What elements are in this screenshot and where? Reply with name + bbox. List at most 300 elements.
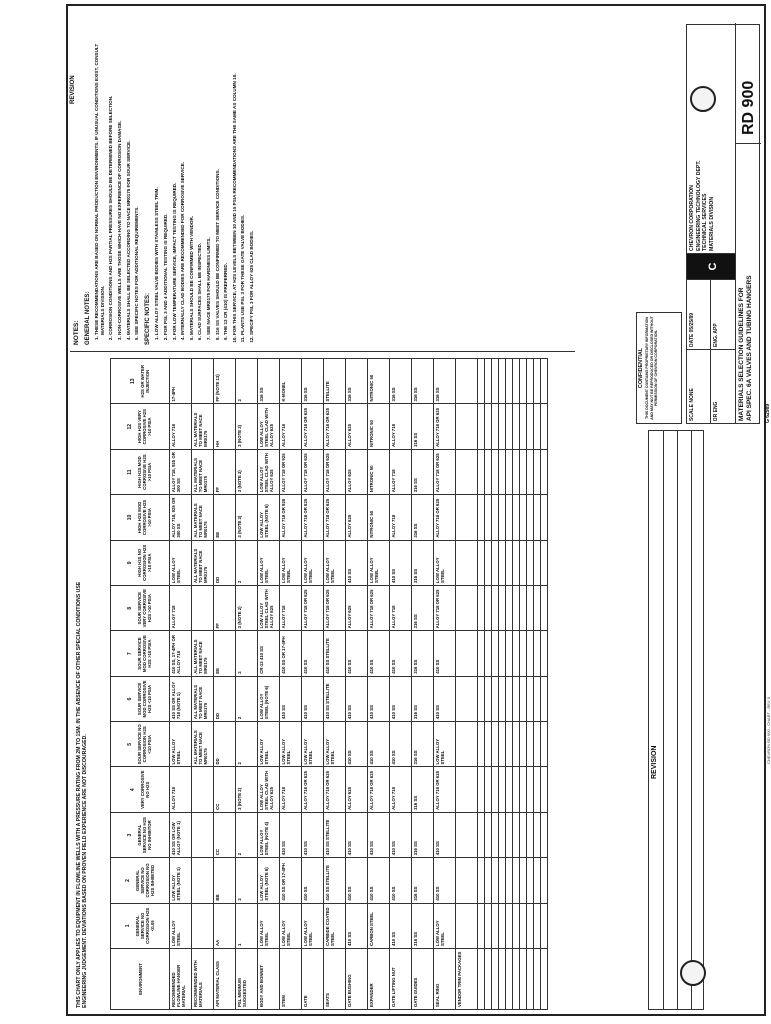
table-cell: 316 SS [412,858,434,903]
table-cell: 410 SS, 17-4PH OR ALLOY 718 [170,631,192,676]
column-header [111,631,170,676]
table-cell: 410 SS STELLITE [324,858,346,903]
specific-note: 6. CLAD SURFACES SHALL BE INSPECTED. [197,22,203,335]
empty-cell [541,540,548,585]
table-cell: 316 SS [412,449,434,494]
column-header [111,495,170,540]
table-cell: ALLOY 718 OR 925 [280,495,302,540]
table-cell [192,586,214,631]
empty-table-row [492,359,499,1010]
column-label: GENERAL SERVICE NO CORROSION H2S <0.05 [134,907,155,944]
table-cell: CARBON STEEL [368,903,390,948]
table-cell: 410 SS [368,812,390,857]
table-cell: DD [214,540,236,585]
empty-cell [520,359,527,405]
table-cell: LOW ALLOY STEEL (NOTE 1) [170,858,192,903]
empty-cell [513,676,520,721]
empty-cell [527,767,534,812]
table-cell [192,903,214,948]
table-cell: 410 SS [434,676,456,721]
empty-cell [513,767,520,812]
table-cell: 410 SS [302,858,324,903]
column-header [111,586,170,631]
empty-cell [506,903,513,948]
table-cell [456,858,478,903]
empty-cell [513,812,520,857]
table-cell: 410 SS [302,631,324,676]
table-cell [192,359,214,405]
empty-cell [534,540,541,585]
empty-cell [534,722,541,767]
table-cell: NITRONIC 50 [368,449,390,494]
table-cell: ALLOY 718 OR 625 [302,404,324,449]
empty-cell [527,812,534,857]
table-cell: ALLOY 718, 925 OR 300 SS [170,495,192,540]
company-info [687,23,735,253]
table-cell: ALLOY 718 [390,449,412,494]
column-number: 12 [127,423,133,430]
empty-cell [478,676,485,721]
empty-cell [492,722,499,767]
table-cell: 316 SS [258,359,280,405]
table-cell [192,767,214,812]
table-cell: 410 SS [390,540,412,585]
empty-cell [520,404,527,449]
table-cell: ALLOY 718 [390,586,412,631]
table-cell: EE [214,495,236,540]
table-cell: 410 SS [346,631,368,676]
table-cell: 2 [236,858,258,903]
general-note: 4. MATERIALS SHALL BE SELECTED ACCORDING TO NACE MR0175 FOR SOUR SERVICE. [126,22,132,335]
table-cell: 410 SS [390,903,412,948]
drawing-title [735,143,761,423]
title-block [686,24,771,424]
empty-cell [506,540,513,585]
notes-panel [70,22,575,352]
table-cell: LOW ALLOY STEEL [434,540,456,585]
table-cell: 316 SS [412,359,434,405]
empty-cell [506,676,513,721]
table-cell: 316 SS [412,767,434,812]
table-cell: ALLOY 718 OR 625 [324,495,346,540]
table-header-row [111,359,170,1010]
table-cell: LOW ALLOY STEEL (NOTE 4) [258,812,280,857]
specific-note: 7. SEE NACE MR0175 FOR HARDNESS LIMITS. [206,22,212,335]
table-row [346,359,368,1010]
specific-note: 10. FOR THIS SERVICE, AT H2S LEVELS BETWEEN 10 AND 15 PSIA RECOMMENDATIONS ARE THE SAME AS COLUMN 10. [232,22,238,335]
empty-cell [499,586,506,631]
general-note: 1. THESE RECOMMENDATIONS ARE BASED ON NORMAL PRODUCTION ENVIRONMENTS. IF UNUSUAL CONDITIONS EXIST, CONSULT MATERIALS DIVISION. [94,22,105,335]
empty-cell [527,949,534,1010]
empty-cell [534,495,541,540]
empty-cell [492,949,499,1010]
empty-cell [534,404,541,449]
table-cell [456,812,478,857]
table-row [412,359,434,1010]
specific-note: 12. SPECIFY PSL 3 FOR ALLOY 625 CLAD BODIES. [249,22,255,335]
column-label: HIGH H2S MOD CORROSIVE H2S >10 PSIA [137,499,152,536]
table-cell: ALL MATERIALS TO MEET NACE MR0175 [192,631,214,676]
confidential-title: CONFIDENTIAL [638,347,644,389]
table-cell: LOW ALLOY STEEL [258,540,280,585]
empty-cell [520,903,527,948]
table-cell: ALLOY 718 OR 625 [324,449,346,494]
specific-note: 5. MATERIALS SHOULD BE CONFIRMED WITH VENDOR. [189,22,195,335]
revision-rule [691,431,692,1009]
empty-cell [478,949,485,1010]
title-line: API SPEC. 6A VALVES AND TUBING HANGERS [745,275,753,421]
table-cell: ALLOY 718 OR 625 [302,449,324,494]
column-number: 6 [127,697,133,701]
table-cell: ALLOY 625 [346,586,368,631]
empty-table-row [520,359,527,1010]
table-cell: LOW ALLOY STEEL CLAD WITH ALLOY 625 [258,767,280,812]
table-cell [192,858,214,903]
sheet-footer: CHEVRON RD 900 - CHART - REV 0 [766,697,771,764]
empty-cell [534,631,541,676]
table-cell: 410 SS [302,812,324,857]
confidential-stamp [636,312,682,424]
table-cell: EE [214,631,236,676]
empty-cell [506,586,513,631]
table-cell: 410 SS [390,722,412,767]
table-cell: FF [214,449,236,494]
empty-cell [513,404,520,449]
table-cell: LOW ALLOY STEEL [434,903,456,948]
empty-table-row [506,359,513,1010]
empty-cell [499,949,506,1010]
table-cell: 316 SS [412,631,434,676]
row-header: VENDOR TRIM PACKAGES [456,949,478,1010]
table-cell: ALLOY 625 [346,404,368,449]
table-cell: 316 SS [412,586,434,631]
empty-cell [513,858,520,903]
table-cell: 410 SS [346,722,368,767]
empty-cell [485,676,492,721]
table-cell: 2 [236,722,258,767]
table-cell [192,812,214,857]
empty-cell [513,722,520,767]
general-note: 3. NON-CORROSIVE WELLS ARE THOSE WHICH HAVE NO EXPERIENCE OF CORROSION DAMAGE. [117,22,123,335]
empty-cell [520,767,527,812]
intro-note: THIS CHART ONLY APPLIES TO EQUIPMENT IN FLOWLINE WELLS WITH A PRESSURE RATING FROM 2M TO 15M. IN THE ABSENCE OF OTHER SPECIAL CONDITIONS USE ENGINEERING JUDGEMENT. DEVIATIONS BASED ON PROVEN FIELD EXPERIENCE ARE NOT DISCOURAGED. [76,581,89,1008]
table-cell: FF [214,586,236,631]
table-cell: ALLOY 718 [280,586,302,631]
empty-cell [506,359,513,405]
table-cell: ALLOY 718 OR 625 [368,586,390,631]
empty-cell [478,903,485,948]
specific-notes-list [154,22,254,345]
row-header: GATE BUSHING [346,949,368,1010]
empty-cell [478,404,485,449]
table-cell [456,631,478,676]
title-line: MATERIALS SELECTION GUIDELINES FOR [738,287,745,421]
empty-cell [499,858,506,903]
table-cell: 316 SS [302,359,324,405]
table-cell: ALLOY 718 [390,495,412,540]
table-cell [456,449,478,494]
empty-cell [541,449,548,494]
column-number: 10 [127,514,133,521]
table-cell: 410 SS [390,631,412,676]
table-cell [456,586,478,631]
table-cell: 410 SS [346,540,368,585]
table-cell: ALLOY 718 OR 625 [434,767,456,812]
table-cell [456,767,478,812]
empty-cell [499,495,506,540]
column-number: 13 [129,378,136,385]
column-number: 5 [127,742,133,746]
empty-cell [520,540,527,585]
empty-cell [527,586,534,631]
table-cell: 3 (NOTE 3) [236,495,258,540]
table-cell: LOW ALLOY STEEL [170,540,192,585]
table-cell: LOW ALLOY STEEL [324,540,346,585]
empty-cell [513,586,520,631]
empty-cell [527,858,534,903]
row-header: SEAL RING [434,949,456,1010]
empty-cell [506,495,513,540]
empty-cell [520,858,527,903]
general-notes-list [94,22,140,345]
column-number: 8 [127,606,133,610]
empty-cell [506,858,513,903]
table-cell: 410 SS [434,631,456,676]
empty-cell [485,812,492,857]
empty-cell [478,449,485,494]
table-row [302,359,324,1010]
general-note: 2. CORROSION CONDITIONS AND H2S PARTIAL PRESSURES SHOULD BE DETERMINED BEFORE SELECTION. [108,22,114,335]
table-cell: 410 SS [368,676,390,721]
empty-cell [492,495,499,540]
table-cell: ALLOY 718 OR 625 [324,767,346,812]
table-cell: ALLOY 718 OR 625 [324,404,346,449]
table-cell [456,540,478,585]
row-header: GATE GUIDES [412,949,434,1010]
empty-cell [527,631,534,676]
empty-cell [527,449,534,494]
empty-cell [478,858,485,903]
table-cell: ALL MATERIALS TO MEET NACE MR0175 [192,449,214,494]
empty-cell [485,722,492,767]
column-label: GENERAL SERVICE NO H2S NO INHIBITOR [137,817,152,854]
empty-table-row [534,359,541,1010]
column-header [111,722,170,767]
table-row [368,359,390,1010]
table-cell: AA [214,903,236,948]
specific-note: 11. PLANTS USE PSL 3 FOR THESE GATE VALVE BODIES. [240,22,246,335]
table-cell: 410 SS STELLITE [324,631,346,676]
empty-cell [485,586,492,631]
table-cell: ALLOY 718 [280,404,302,449]
table-cell: CC [214,812,236,857]
g-number: G 62989 [765,403,771,423]
empty-cell [506,722,513,767]
empty-cell [492,858,499,903]
table-cell: 316 SS [412,676,434,721]
table-cell: 316 SS [412,495,434,540]
table-cell: 17-4PH [170,359,192,405]
table-cell: 316 SS [412,812,434,857]
table-cell: LOW ALLOY STEEL (NOTE 6) [258,495,280,540]
row-header: PSL MINIMUM SUGGESTED [236,949,258,1010]
empty-cell [492,903,499,948]
empty-cell [527,404,534,449]
table-cell: ALLOY 718 OR 625 [434,404,456,449]
table-cell: 410 SS STELLITE [324,676,346,721]
table-cell: 410 SS OR LOW ALLOY (NOTE 1) [170,812,192,857]
column-header [111,767,170,812]
table-cell: LOW ALLOY STEEL CLAD WITH ALLOY 625 [258,404,280,449]
table-cell: ALLOY 718 OR 925 [280,449,302,494]
table-cell: STELLITE [324,359,346,405]
table-cell: ALLOY 718 OR 625 [302,767,324,812]
empty-cell [541,949,548,1010]
empty-cell [478,540,485,585]
table-cell: ALLOY 718 OR 625 [302,495,324,540]
table-cell: LOW ALLOY STEEL CLAD WITH ALLOY 625 [258,449,280,494]
empty-cell [520,812,527,857]
column-header [111,858,170,903]
empty-cell [513,903,520,948]
table-cell: 410 SS [302,676,324,721]
column-label: HIGH H2S VERY CORROSIVE H2S >10 PSIA [137,409,152,445]
specific-note: 8. 316 SS VALVES SHOULD BE CONFIRMED TO MEET SERVICE CONDITIONS. [215,22,221,335]
specific-notes-heading: SPECIFIC NOTES: [144,292,151,345]
empty-cell [541,767,548,812]
column-label: H2S OR WATER INJECTION [139,365,150,398]
empty-cell [520,949,527,1010]
empty-cell [485,903,492,948]
notes-title: NOTES: [73,320,80,345]
empty-cell [527,540,534,585]
column-label: GENERAL SERVICE NO CORROSION NO H2S INHIBITED [134,863,155,898]
empty-cell [499,359,506,405]
table-cell: ALLOY 718 [170,586,192,631]
table-cell: 3 (NOTE 2) [236,767,258,812]
table-cell: LOW ALLOY STEEL [302,903,324,948]
empty-cell [520,586,527,631]
empty-cell [534,949,541,1010]
table-cell: 316 SS [434,359,456,405]
table-cell: ALLOY 718, 925 OR 300 SS [170,449,192,494]
drawing-number: RD 900 [735,23,761,143]
empty-cell [478,495,485,540]
table-cell: ALLOY 625 [346,495,368,540]
table-cell: ALL MATERIALS TO MEET NACE MR0175 [192,540,214,585]
empty-cell [492,631,499,676]
empty-cell [485,495,492,540]
revision-rule [677,431,678,1009]
empty-cell [520,449,527,494]
empty-cell [499,812,506,857]
empty-cell [534,767,541,812]
column-number: 9 [127,561,133,565]
table-cell: NITRONIC 50 [368,404,390,449]
chevron-logo: C [687,253,735,279]
table-cell: 316 SS [412,903,434,948]
empty-cell [541,903,548,948]
table-cell: LOW ALLOY STEEL [280,722,302,767]
row-header: GATE LIFTING NUT [390,949,412,1010]
column-label: SOUR SERVICE VERY CORROSIVE H2S >10 PSIA [137,588,152,628]
table-cell: LOW ALLOY STEEL [434,722,456,767]
row-header: RECOMMENDED WITH MATERIALS [192,949,214,1010]
column-header [111,404,170,449]
empty-cell [541,359,548,405]
empty-cell [513,631,520,676]
specific-note: 9. THE 13 CR (410) IS PREFERRED. [223,22,229,335]
empty-cell [506,767,513,812]
table-cell: LOW ALLOY STEEL [258,903,280,948]
empty-cell [478,359,485,405]
table-cell: ALLOY 718 [390,404,412,449]
specific-note: 4. INTERNALLY CLAD BODIES ARE RECOMMENDED FOR CORROSIVE SERVICE. [180,22,186,335]
table-cell: ALLOY 718 OR 625 [368,767,390,812]
table-cell: NITRONIC 50 [368,495,390,540]
row-header: API MATERIAL CLASS [214,949,236,1010]
empty-cell [527,676,534,721]
table-cell: 3 (NOTE 3) [236,404,258,449]
table-cell: ALLOY 718 [280,767,302,812]
empty-cell [506,631,513,676]
table-row [214,359,236,1010]
table-cell: LOW ALLOY STEEL [170,722,192,767]
empty-cell [485,767,492,812]
empty-cell [534,449,541,494]
table-cell: ALLOY 625 [346,767,368,812]
row-header: SEATS [324,949,346,1010]
empty-cell [499,540,506,585]
table-row [434,359,456,1010]
empty-cell [513,540,520,585]
empty-cell [527,495,534,540]
empty-cell [492,404,499,449]
empty-cell [492,359,499,405]
empty-cell [520,676,527,721]
revision-rule [663,431,664,1009]
table-cell: 316 SS [412,540,434,585]
table-row [280,359,302,1010]
revision-box [648,430,704,1010]
table-cell: 410 SS OR ALLOY 718 (NOTE 1) [170,676,192,721]
row-header: RECOMMENDED FLOWLINE HANGER MATERIAL [170,949,192,1010]
table-cell: 410 SS [368,722,390,767]
empty-cell [499,903,506,948]
engineering-approval-field: ENG. APP [711,279,735,349]
table-cell: 410 SS [434,858,456,903]
column-header [111,540,170,585]
empty-cell [492,586,499,631]
row-header: EXPANDER [368,949,390,1010]
table-cell: 410 SS STELLITE [324,812,346,857]
empty-cell [541,586,548,631]
table-cell: CC [214,767,236,812]
empty-cell [534,586,541,631]
table-cell: DD [214,722,236,767]
table-cell: CARBIDE COATED STEEL [324,903,346,948]
empty-cell [534,903,541,948]
table-cell: 316 SS [346,359,368,405]
general-note: 5. SEE SPECIFIC NOTES FOR ADDITIONAL REQUIREMENTS. [134,22,140,335]
empty-cell [499,767,506,812]
table-cell: LOW ALLOY STEEL [280,903,302,948]
table-cell: 2 [236,359,258,405]
empty-cell [520,495,527,540]
empty-cell [478,631,485,676]
table-cell: 410 SS [346,812,368,857]
empty-cell [541,676,548,721]
